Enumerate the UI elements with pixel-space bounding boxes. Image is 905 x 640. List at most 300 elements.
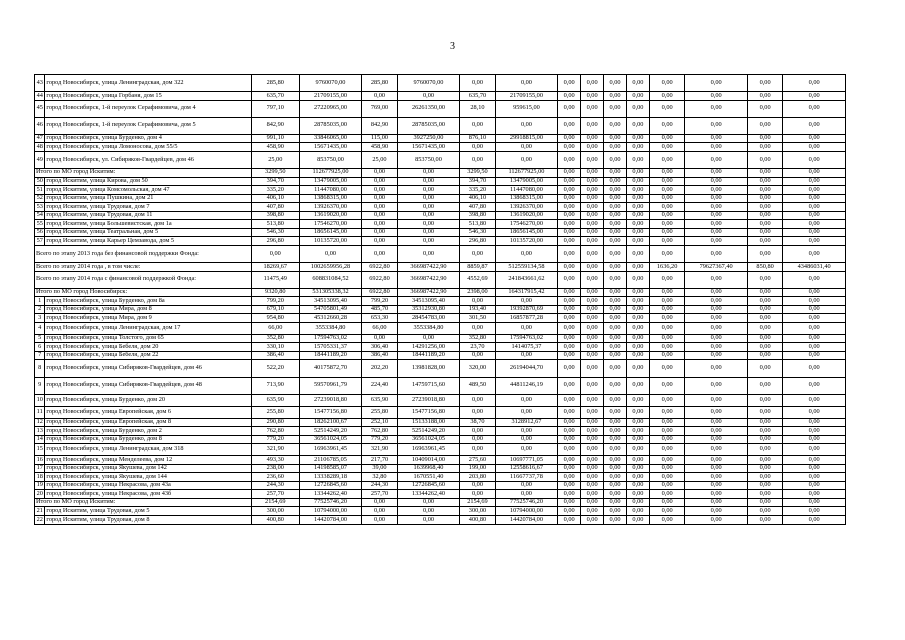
address-cell: город Новосибирск, улица Бурденко, дом 2: [45, 427, 251, 436]
value-cell: 241843661,62: [495, 271, 558, 288]
address-cell: город Новосибирск, улица Европейская, дом 6: [45, 406, 251, 418]
row-number: 20: [35, 490, 45, 499]
value-cell: 0,00: [397, 203, 460, 212]
row-number: 5: [35, 334, 45, 343]
value-cell: 0,00: [626, 427, 649, 436]
value-cell: 6922,80: [362, 288, 397, 297]
value-cell: 0,00: [783, 151, 846, 168]
value-cell: 25,00: [251, 151, 299, 168]
table-row: [35, 418, 846, 427]
value-cell: 0,00: [685, 444, 748, 456]
value-cell: 0,00: [747, 418, 782, 427]
row-number: 46: [35, 117, 45, 134]
value-cell: 13479005,00: [299, 177, 362, 186]
value-cell: 0,00: [251, 245, 299, 262]
value-cell: 0,00: [685, 435, 748, 444]
value-cell: 0,00: [649, 394, 684, 406]
table-row: [35, 427, 846, 436]
value-cell: 12726845,60: [397, 481, 460, 490]
address-cell: город Новосибирск, улица Сибиряков-Гвардейцев, дом 46: [45, 360, 251, 377]
value-cell: 0,00: [747, 406, 782, 418]
value-cell: 38,70: [460, 418, 495, 427]
value-cell: 0,00: [649, 481, 684, 490]
value-cell: 0,00: [747, 490, 782, 499]
value-cell: 0,00: [362, 211, 397, 220]
value-cell: 1002659956,28: [299, 263, 362, 272]
value-cell: 0,00: [558, 473, 581, 482]
value-cell: 0,00: [460, 322, 495, 334]
table-row: [35, 92, 846, 101]
value-cell: 0,00: [581, 186, 604, 195]
value-cell: 0,00: [604, 186, 627, 195]
value-cell: 0,00: [397, 237, 460, 246]
value-cell: 0,00: [747, 100, 782, 117]
value-cell: 0,00: [604, 444, 627, 456]
value-cell: 0,00: [581, 143, 604, 152]
table-row: [35, 481, 846, 490]
value-cell: 0,00: [495, 406, 558, 418]
value-cell: 255,80: [251, 406, 299, 418]
value-cell: 77525746,20: [299, 498, 362, 507]
value-cell: 546,30: [251, 228, 299, 237]
value-cell: 0,00: [685, 228, 748, 237]
value-cell: 713,90: [251, 377, 299, 394]
value-cell: 0,00: [747, 481, 782, 490]
value-cell: 0,00: [747, 194, 782, 203]
table-row: [35, 100, 846, 117]
value-cell: 0,00: [558, 186, 581, 195]
row-number: 17: [35, 464, 45, 473]
value-cell: 0,00: [581, 464, 604, 473]
row-number: 56: [35, 228, 45, 237]
table-row: [35, 151, 846, 168]
value-cell: 0,00: [558, 297, 581, 306]
value-cell: 0,00: [685, 75, 748, 92]
value-cell: 0,00: [558, 100, 581, 117]
value-cell: 0,00: [397, 169, 460, 178]
value-cell: 10135720,00: [299, 237, 362, 246]
value-cell: 0,00: [747, 498, 782, 507]
address-cell: город Новосибирск, 1-й переулок Серафимовича, дом 4: [45, 100, 251, 117]
value-cell: 27239018,80: [299, 394, 362, 406]
value-cell: 635,70: [460, 92, 495, 101]
value-cell: 0,00: [604, 456, 627, 465]
row-number: 52: [35, 194, 45, 203]
value-cell: 0,00: [581, 271, 604, 288]
value-cell: 485,70: [362, 305, 397, 314]
table-row: [35, 237, 846, 246]
address-cell: город Искитим, улица Трудовая, дом 7: [45, 203, 251, 212]
row-number: 9: [35, 377, 45, 394]
value-cell: 0,00: [581, 377, 604, 394]
row-number: 22: [35, 516, 45, 525]
value-cell: 15671435,00: [397, 143, 460, 152]
summary-label: Итого по МО город Искитим:: [35, 169, 252, 178]
value-cell: 193,40: [460, 305, 495, 314]
value-cell: 458,90: [362, 143, 397, 152]
value-cell: 0,00: [397, 211, 460, 220]
value-cell: 0,00: [558, 322, 581, 334]
value-cell: 0,00: [495, 322, 558, 334]
value-cell: 0,00: [649, 228, 684, 237]
table-row: [35, 305, 846, 314]
row-number: 3: [35, 314, 45, 323]
row-number: 8: [35, 360, 45, 377]
value-cell: 0,00: [626, 498, 649, 507]
table-row: [35, 351, 846, 360]
value-cell: 0,00: [604, 151, 627, 168]
value-cell: 0,00: [604, 305, 627, 314]
table-row: [35, 394, 846, 406]
address-cell: город Новосибирск, улица Толстого, дом 65: [45, 334, 251, 343]
value-cell: 0,00: [649, 297, 684, 306]
value-cell: 0,00: [397, 228, 460, 237]
value-cell: 0,00: [747, 456, 782, 465]
value-cell: 0,00: [783, 245, 846, 262]
value-cell: 0,00: [604, 143, 627, 152]
value-cell: 0,00: [685, 177, 748, 186]
value-cell: 0,00: [783, 322, 846, 334]
value-cell: 0,00: [747, 473, 782, 482]
value-cell: 0,00: [626, 418, 649, 427]
value-cell: 0,00: [747, 444, 782, 456]
value-cell: 0,00: [581, 322, 604, 334]
value-cell: 0,00: [783, 305, 846, 314]
value-cell: 0,00: [783, 92, 846, 101]
value-cell: 0,00: [626, 169, 649, 178]
value-cell: 0,00: [783, 377, 846, 394]
table-row: [35, 360, 846, 377]
table-row: [35, 194, 846, 203]
address-cell: город Новосибирск, улица Бурденко, дом 4: [45, 134, 251, 143]
value-cell: 0,00: [685, 297, 748, 306]
value-cell: 9320,80: [251, 288, 299, 297]
value-cell: 0,00: [626, 334, 649, 343]
value-cell: 13344262,40: [299, 490, 362, 499]
value-cell: 13926370,00: [299, 203, 362, 212]
value-cell: 12558616,67: [495, 464, 558, 473]
value-cell: 0,00: [747, 288, 782, 297]
value-cell: 0,00: [604, 334, 627, 343]
value-cell: 0,00: [747, 143, 782, 152]
value-cell: 0,00: [626, 220, 649, 229]
value-cell: 13981828,00: [397, 360, 460, 377]
value-cell: 33846065,00: [299, 134, 362, 143]
value-cell: 0,00: [581, 473, 604, 482]
value-cell: 0,00: [581, 305, 604, 314]
value-cell: 0,00: [362, 237, 397, 246]
value-cell: 0,00: [685, 169, 748, 178]
value-cell: 0,00: [649, 271, 684, 288]
value-cell: 35312930,80: [397, 305, 460, 314]
value-cell: 0,00: [581, 151, 604, 168]
value-cell: 0,00: [558, 464, 581, 473]
address-cell: город Новосибирск, 1-й переулок Серафимовича, дом 5: [45, 117, 251, 134]
value-cell: 0,00: [649, 203, 684, 212]
address-cell: город Искитим, улица Трудовая, дом 5: [45, 507, 251, 516]
value-cell: 0,00: [460, 406, 495, 418]
value-cell: 335,20: [460, 186, 495, 195]
table-row: [35, 297, 846, 306]
value-cell: 296,80: [251, 237, 299, 246]
value-cell: 0,00: [581, 360, 604, 377]
address-cell: город Новосибирск, улица Мира, дом 8: [45, 305, 251, 314]
value-cell: 0,00: [747, 92, 782, 101]
value-cell: 0,00: [460, 427, 495, 436]
value-cell: 217,70: [362, 456, 397, 465]
value-cell: 0,00: [685, 516, 748, 525]
value-cell: 635,70: [251, 92, 299, 101]
row-number: 6: [35, 343, 45, 352]
value-cell: 115,00: [362, 134, 397, 143]
value-cell: 0,00: [581, 297, 604, 306]
value-cell: 0,00: [626, 305, 649, 314]
value-cell: 0,00: [685, 211, 748, 220]
value-cell: 34513095,40: [397, 297, 460, 306]
value-cell: 0,00: [783, 516, 846, 525]
value-cell: 0,00: [649, 343, 684, 352]
value-cell: 0,00: [558, 406, 581, 418]
value-cell: 0,00: [747, 117, 782, 134]
value-cell: 0,00: [460, 351, 495, 360]
value-cell: 0,00: [747, 343, 782, 352]
value-cell: 0,00: [558, 490, 581, 499]
row-number: 43: [35, 75, 45, 92]
value-cell: 0,00: [460, 143, 495, 152]
value-cell: 0,00: [685, 394, 748, 406]
value-cell: 18441189,20: [299, 351, 362, 360]
value-cell: 0,00: [626, 100, 649, 117]
value-cell: 513,80: [251, 220, 299, 229]
value-cell: 653,30: [362, 314, 397, 323]
address-cell: город Новосибирск, улица Бурденко, дом 8а: [45, 297, 251, 306]
value-cell: 0,00: [685, 360, 748, 377]
value-cell: 608831084,52: [299, 271, 362, 288]
value-cell: 0,00: [626, 271, 649, 288]
value-cell: 1414075,37: [495, 343, 558, 352]
value-cell: 407,80: [251, 203, 299, 212]
value-cell: 0,00: [604, 377, 627, 394]
value-cell: 23,70: [460, 343, 495, 352]
value-cell: 0,00: [747, 186, 782, 195]
value-cell: 0,00: [299, 245, 362, 262]
value-cell: 679,10: [251, 305, 299, 314]
value-cell: 0,00: [581, 343, 604, 352]
value-cell: 0,00: [783, 75, 846, 92]
address-cell: город Искитим, улица Трудовая, дом 11: [45, 211, 251, 220]
value-cell: 15705331,37: [299, 343, 362, 352]
value-cell: 0,00: [685, 220, 748, 229]
value-cell: 0,00: [397, 194, 460, 203]
value-cell: 0,00: [649, 334, 684, 343]
value-cell: 0,00: [685, 406, 748, 418]
value-cell: 257,70: [251, 490, 299, 499]
value-cell: 330,10: [251, 343, 299, 352]
value-cell: 0,00: [783, 220, 846, 229]
value-cell: 0,00: [495, 481, 558, 490]
value-cell: 0,00: [362, 194, 397, 203]
value-cell: 28454783,00: [397, 314, 460, 323]
value-cell: 0,00: [685, 314, 748, 323]
value-cell: 0,00: [747, 134, 782, 143]
address-cell: город Новосибирск, улица Некрасова, дом 43а: [45, 481, 251, 490]
value-cell: 0,00: [581, 418, 604, 427]
value-cell: 0,00: [626, 507, 649, 516]
value-cell: 0,00: [783, 464, 846, 473]
value-cell: 0,00: [747, 203, 782, 212]
value-cell: 0,00: [558, 481, 581, 490]
value-cell: 0,00: [783, 288, 846, 297]
row-number: 4: [35, 322, 45, 334]
value-cell: 2154,69: [460, 498, 495, 507]
table-row: [35, 228, 846, 237]
value-cell: 0,00: [783, 498, 846, 507]
value-cell: 29918815,00: [495, 134, 558, 143]
value-cell: 0,00: [581, 351, 604, 360]
value-cell: 0,00: [558, 203, 581, 212]
table-row: [35, 435, 846, 444]
value-cell: 0,00: [626, 481, 649, 490]
value-cell: 842,90: [362, 117, 397, 134]
value-cell: 164317915,42: [495, 288, 558, 297]
row-number: 1: [35, 297, 45, 306]
address-cell: город Новосибирск, улица Бебеля, дом 20: [45, 343, 251, 352]
value-cell: 0,00: [783, 456, 846, 465]
value-cell: 0,00: [581, 92, 604, 101]
value-cell: 3927250,00: [397, 134, 460, 143]
address-cell: город Искитим, улица Комсомольская, дом 47: [45, 186, 251, 195]
table-row: [35, 203, 846, 212]
value-cell: 0,00: [685, 117, 748, 134]
address-cell: город Новосибирск, улица Менделеева, дом 12: [45, 456, 251, 465]
value-cell: 3299,50: [460, 169, 495, 178]
value-cell: 0,00: [649, 151, 684, 168]
value-cell: 0,00: [604, 473, 627, 482]
value-cell: 954,80: [251, 314, 299, 323]
address-cell: город Новосибирск, улица Якушева, дом 144: [45, 473, 251, 482]
value-cell: 0,00: [783, 314, 846, 323]
value-cell: 762,80: [362, 427, 397, 436]
value-cell: 0,00: [747, 334, 782, 343]
value-cell: 14759715,60: [397, 377, 460, 394]
value-cell: 16963961,45: [397, 444, 460, 456]
value-cell: 59570961,79: [299, 377, 362, 394]
value-cell: 959615,00: [495, 100, 558, 117]
value-cell: 0,00: [581, 169, 604, 178]
value-cell: 21709155,00: [299, 92, 362, 101]
value-cell: 17594763,02: [495, 334, 558, 343]
value-cell: 0,00: [747, 177, 782, 186]
value-cell: 386,40: [362, 351, 397, 360]
value-cell: 0,00: [604, 498, 627, 507]
value-cell: 0,00: [581, 334, 604, 343]
value-cell: 0,00: [649, 444, 684, 456]
value-cell: 779,20: [362, 435, 397, 444]
table-row: [35, 473, 846, 482]
value-cell: 458,90: [251, 143, 299, 152]
value-cell: 0,00: [626, 228, 649, 237]
value-cell: 0,00: [604, 271, 627, 288]
value-cell: 0,00: [397, 516, 460, 525]
value-cell: 0,00: [649, 498, 684, 507]
value-cell: 112677925,00: [299, 169, 362, 178]
value-cell: 0,00: [649, 360, 684, 377]
value-cell: 0,00: [783, 444, 846, 456]
value-cell: 301,50: [460, 314, 495, 323]
value-cell: 26194044,70: [495, 360, 558, 377]
value-cell: 14420784,00: [495, 516, 558, 525]
value-cell: 199,00: [460, 464, 495, 473]
value-cell: 300,00: [460, 507, 495, 516]
value-cell: 203,80: [460, 473, 495, 482]
row-number: 54: [35, 211, 45, 220]
value-cell: 0,00: [685, 186, 748, 195]
value-cell: 0,00: [626, 203, 649, 212]
value-cell: 6922,80: [362, 263, 397, 272]
value-cell: 0,00: [649, 418, 684, 427]
value-cell: 0,00: [581, 220, 604, 229]
value-cell: 4552,69: [460, 271, 495, 288]
value-cell: 0,00: [626, 516, 649, 525]
value-cell: 394,70: [460, 177, 495, 186]
row-number: 50: [35, 177, 45, 186]
value-cell: 112677925,00: [495, 169, 558, 178]
value-cell: 66,00: [362, 322, 397, 334]
value-cell: 0,00: [495, 245, 558, 262]
value-cell: 0,00: [685, 334, 748, 343]
value-cell: 0,00: [558, 151, 581, 168]
value-cell: 0,00: [581, 456, 604, 465]
value-cell: 0,00: [747, 435, 782, 444]
value-cell: 0,00: [685, 245, 748, 262]
value-cell: 0,00: [747, 228, 782, 237]
value-cell: 0,00: [460, 435, 495, 444]
value-cell: 320,00: [460, 360, 495, 377]
value-cell: 0,00: [604, 75, 627, 92]
value-cell: 0,00: [747, 297, 782, 306]
value-cell: 0,00: [604, 418, 627, 427]
address-cell: город Искитим, улица Театральная, дом 5: [45, 228, 251, 237]
value-cell: 21709155,00: [495, 92, 558, 101]
value-cell: 0,00: [460, 297, 495, 306]
value-cell: 1636,20: [649, 263, 684, 272]
value-cell: 0,00: [581, 516, 604, 525]
value-cell: 0,00: [460, 490, 495, 499]
value-cell: 853750,00: [299, 151, 362, 168]
row-number: 13: [35, 427, 45, 436]
value-cell: 0,00: [649, 194, 684, 203]
value-cell: 43486031,40: [783, 263, 846, 272]
value-cell: 0,00: [558, 134, 581, 143]
value-cell: 0,00: [626, 245, 649, 262]
value-cell: 0,00: [558, 418, 581, 427]
value-cell: 0,00: [604, 516, 627, 525]
value-cell: 0,00: [649, 245, 684, 262]
value-cell: 0,00: [649, 406, 684, 418]
value-cell: 10697771,05: [495, 456, 558, 465]
value-cell: 15477156,80: [299, 406, 362, 418]
value-cell: 0,00: [604, 351, 627, 360]
value-cell: 0,00: [783, 211, 846, 220]
value-cell: 36561024,05: [299, 435, 362, 444]
value-cell: 0,00: [581, 237, 604, 246]
value-cell: 0,00: [649, 456, 684, 465]
value-cell: 0,00: [626, 194, 649, 203]
value-cell: 8859,87: [460, 263, 495, 272]
table-row: [35, 516, 846, 525]
value-cell: 0,00: [685, 134, 748, 143]
value-cell: 0,00: [581, 75, 604, 92]
